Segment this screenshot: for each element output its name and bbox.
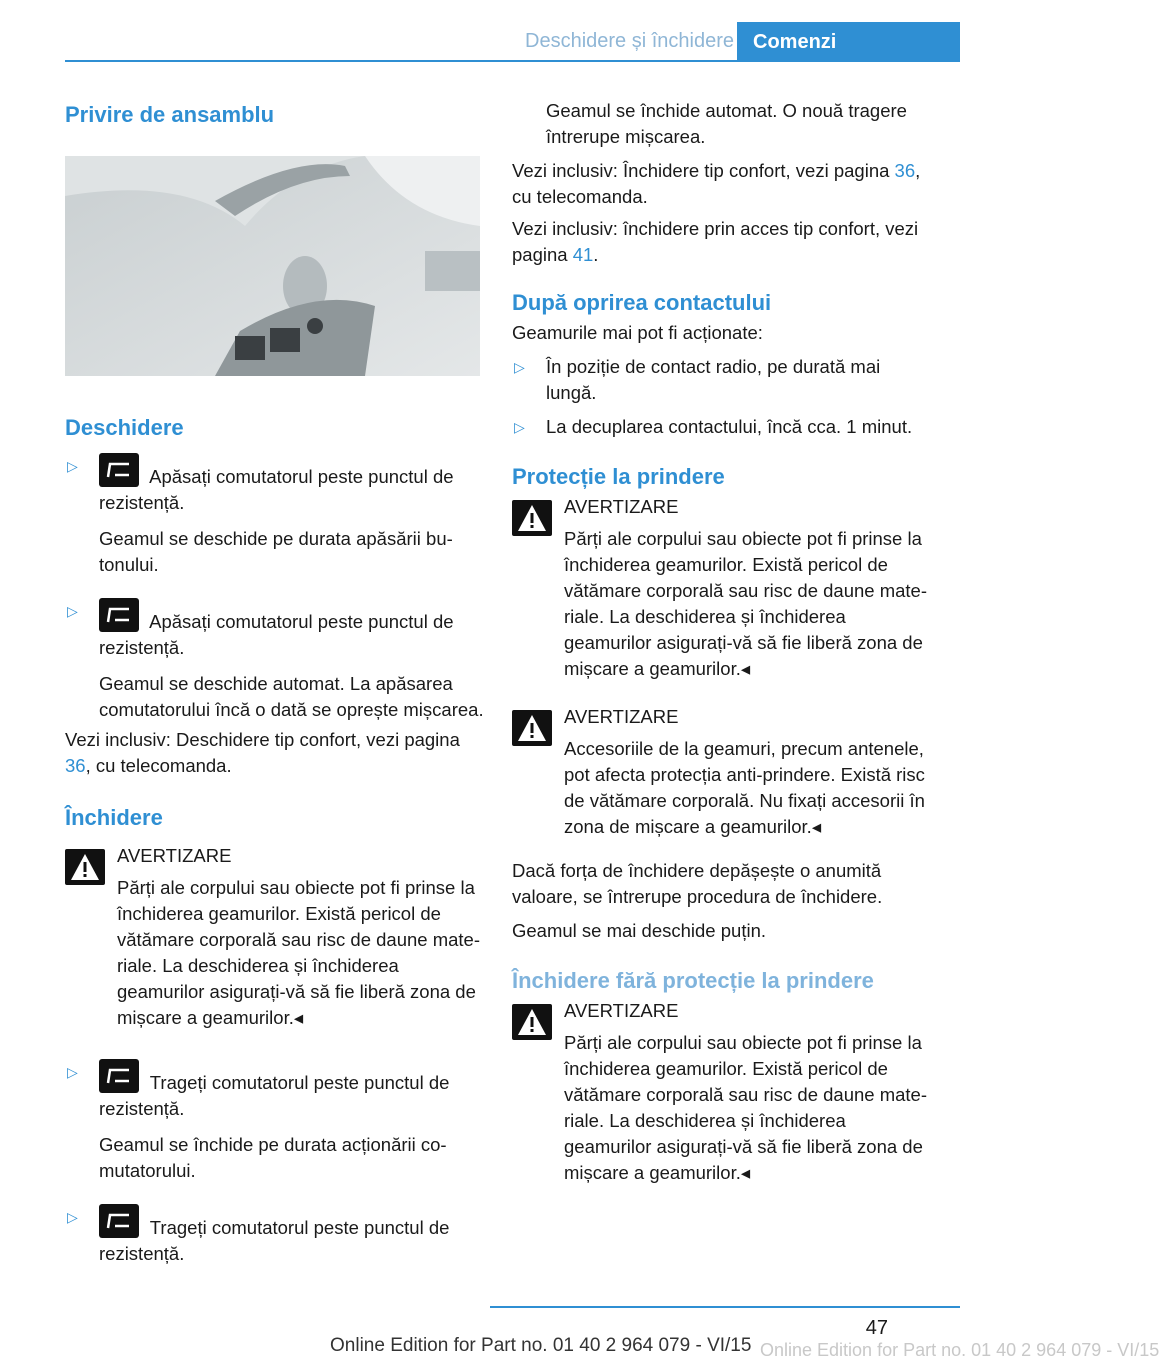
bullet-triangle-icon: ▷ [67,458,78,474]
open-heading: Deschidere [65,415,184,440]
warning-title: AVERTIZARE [117,845,232,866]
see-also-prefix: Vezi inclusiv: închidere prin acces tip confort, vezi pagina [512,218,919,265]
list-item [65,1059,485,1184]
warning-block [512,704,932,840]
watermark: Online Edition for Part no. 01 40 2 964 079 - VI/15 [760,1340,1159,1360]
list-item [65,453,485,578]
close-heading: Închidere [65,805,163,830]
header-chapter-label: Comenzi [753,30,837,53]
list-item-text: Trageți comutatorul peste punctul de rezistență. [99,1217,450,1264]
footer-rule [490,1306,960,1308]
bullet-triangle-icon: ▷ [67,1209,78,1225]
window-switch-icon [99,598,139,632]
page-link[interactable]: 36 [65,755,86,776]
see-also-suffix: . [593,244,599,265]
list-item-text: Apăsați comutatorul peste punctul de rezistență. [99,466,454,513]
pinch-protection-heading: Protecție la prindere [512,464,725,489]
list-item [65,1204,485,1267]
header-section-title: Deschidere și închidere [525,30,734,52]
no-protection-heading: Închidere fără protecție la prindere [512,968,874,993]
warning-text: Părți ale corpului sau obiecte pot fi prinse la închiderea geamurilor. Există pericol de vătămare corporală sau risc de daune materiale. La deschiderea și închiderea geamurilor asigurați-vă să fie liberă zona de mișcare a geamurilor.◂ [564,528,928,679]
see-also-text [512,216,932,268]
page-link[interactable]: 36 [894,160,916,181]
edition-footer: Online Edition for Part no. 01 40 2 964 079 - VI/15 [330,1335,752,1356]
window-switch-icon [99,1059,139,1093]
warning-block [512,998,932,1186]
list-item-detail: Geamul se închide pe durata acționării comutatorului. [99,1134,447,1181]
left-column [65,100,485,1267]
warning-icon [512,1004,552,1040]
page-number: 47 [865,1317,888,1339]
see-also-suffix: , cu telecomanda. [512,160,921,207]
bullet-triangle-icon: ▷ [514,419,525,435]
see-also-text [512,158,932,210]
see-also-text [65,727,485,779]
door-switches-photo [65,156,480,376]
after-ignition-intro: Geamurile mai pot fi acționate: [512,322,763,343]
list-item-text: Trageți comutatorul peste punctul de rezistență. [99,1072,450,1119]
bullet-triangle-icon: ▷ [514,359,525,375]
warning-block [512,494,932,682]
opens-slightly-text: Geamul se mai deschide puțin. [512,920,766,941]
bullet-triangle-icon: ▷ [67,603,78,619]
list-item-text: Apăsați comutatorul peste punctul de rezistență. [99,611,454,658]
warning-text: Accesoriile de la geamuri, precum antenele, pot afecta protecția anti-prindere. Există risc de vătămare corporală. Nu fixați accesorii în zona de mișcare a geamurilor.◂ [564,738,925,837]
list-item-text: La decuplarea contactului, încă cca. 1 minut. [546,416,913,437]
list-item-detail: Geamul se deschide automat. La apăsarea comutatorului încă o dată se oprește mișcarea. [99,673,484,720]
list-item [65,598,485,723]
warning-text: Părți ale corpului sau obiecte pot fi prinse la închiderea geamurilor. Există pericol de vătămare corporală sau risc de daune materiale. La deschiderea și închiderea geamurilor asigurați-vă să fie liberă zona de mișcare a geamurilor.◂ [117,877,481,1028]
see-also-suffix: , cu telecomanda. [85,755,232,776]
warning-block [65,843,485,1031]
warning-text: Părți ale corpului sau obiecte pot fi prinse la închiderea geamurilor. Există pericol de vătămare corporală sau risc de daune materiale. La deschiderea și închiderea geamurilor asigurați-vă să fie liberă zona de mișcare a geamurilor.◂ [564,1032,928,1183]
bullet-triangle-icon: ▷ [67,1064,78,1080]
continued-text: Geamul se închide automat. O nouă tragere întrerupe mișcarea. [546,100,907,147]
header-rule [65,60,960,62]
see-also-prefix: Vezi inclusiv: Închidere tip confort, vezi pagina [512,160,895,181]
list-item [512,414,932,440]
window-switch-icon [99,453,139,487]
list-item-text: În poziție de contact radio, pe durată mai lungă. [546,356,881,403]
warning-icon [512,500,552,536]
warning-title: AVERTIZARE [564,496,679,517]
after-ignition-heading: După oprirea contactului [512,290,772,315]
page-link[interactable]: 41 [572,244,594,265]
warning-title: AVERTIZARE [564,706,679,727]
window-switch-icon [99,1204,139,1238]
header-chapter-tab[interactable] [737,22,960,62]
list-item [512,354,932,406]
right-column [512,98,932,1186]
closing-force-text: Dacă forța de închidere depășește o anumită valoare, se întrerupe procedura de închidere. [512,860,883,907]
see-also-prefix: Vezi inclusiv: Deschidere tip confort, vezi pagina [65,729,460,750]
overview-heading: Privire de ansamblu [65,102,275,127]
warning-icon [512,710,552,746]
list-item-detail: Geamul se deschide pe durata apăsării butonului. [99,528,453,575]
warning-icon [65,849,105,885]
warning-title: AVERTIZARE [564,1000,679,1021]
